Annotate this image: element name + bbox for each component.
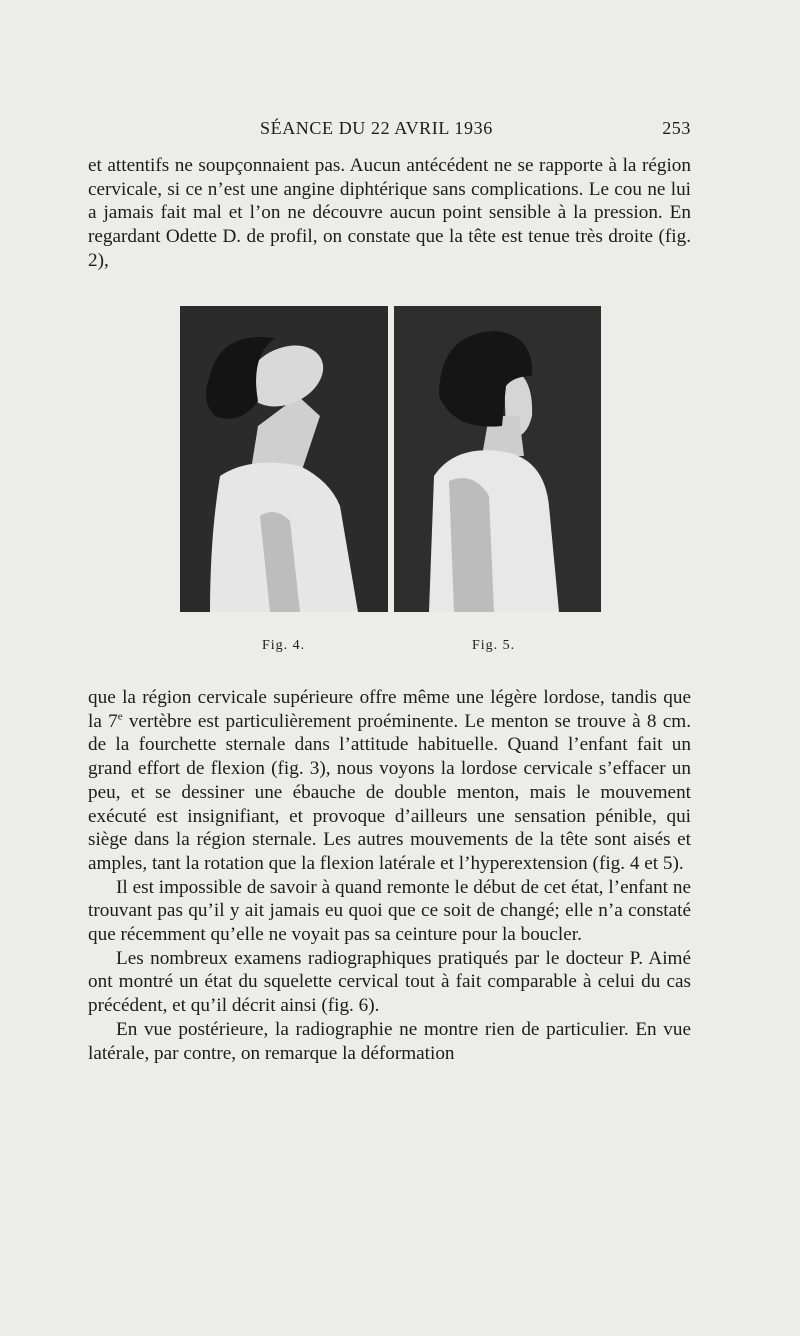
running-header [88, 118, 691, 144]
figure-pair [180, 306, 601, 612]
figure-5-photo [394, 306, 601, 612]
paragraph: et attentifs ne soupçonnaient pas. Aucun antécédent ne se rapporte à la région cervicale, si ce n’est une angine diphtérique sans complications. Le cou ne lui a jamais fait mal et l’on ne découvre aucun point sensible à la pression. En regardant Odette D. de profil, on constate que la tête est tenue très droite (fig. 2), [88, 155, 691, 271]
text-span: vertèbre est particulièrement proéminente. Le menton se trouve à 8 cm. de la fourchette sternale dans l’attitude habituelle. Quand l’enfant fait un grand effort de flexion (fig. 3), nous voyons la lordose cervicale s’effacer un peu, et se dessiner une ébauche de double menton, mais le mouvement exécuté est insignifiant, et provoque d’ailleurs une sensation pénible, qui siège dans la région sternale. Les autres mouvements de la tête sont aisés et amples, tant la rotation que la flexion latérale et l’hyperextension (fig. 4 et 5). [88, 710, 691, 874]
figure-5-caption: Fig. 5. [472, 638, 516, 653]
figure-4-caption: Fig. 4. [262, 638, 306, 653]
paragraph [88, 686, 691, 876]
superscript: e [117, 710, 123, 723]
paragraph: En vue postérieure, la radiographie ne montre rien de particulier. En vue latérale, par contre, on remarque la déformation [88, 1018, 691, 1064]
paragraph: Il est impossible de savoir à quand remonte le début de cet état, l’enfant ne trouvant pas qu’il y ait jamais eu quoi que ce soit de changé; elle n’a constaté que récemment qu’elle ne voyait pas sa ceinture pour la boucler. [88, 876, 691, 946]
figure-4-photo [180, 306, 388, 612]
paragraph: Les nombreux examens radiographiques pratiqués par le docteur P. Aimé ont montré un état du squelette cervical tout à fait comparable à celui du cas précédent, et qu’il décrit ainsi (fig. 6). [88, 947, 691, 1017]
text-block-top [88, 154, 691, 273]
text-block-bottom [88, 686, 691, 1065]
text-span: que la région cervicale supérieure offre même une légère lordose, tandis que la 7 [88, 687, 691, 732]
page-number: 253 [662, 118, 691, 138]
header-title: SÉANCE DU 22 AVRIL 1936 [260, 118, 493, 138]
